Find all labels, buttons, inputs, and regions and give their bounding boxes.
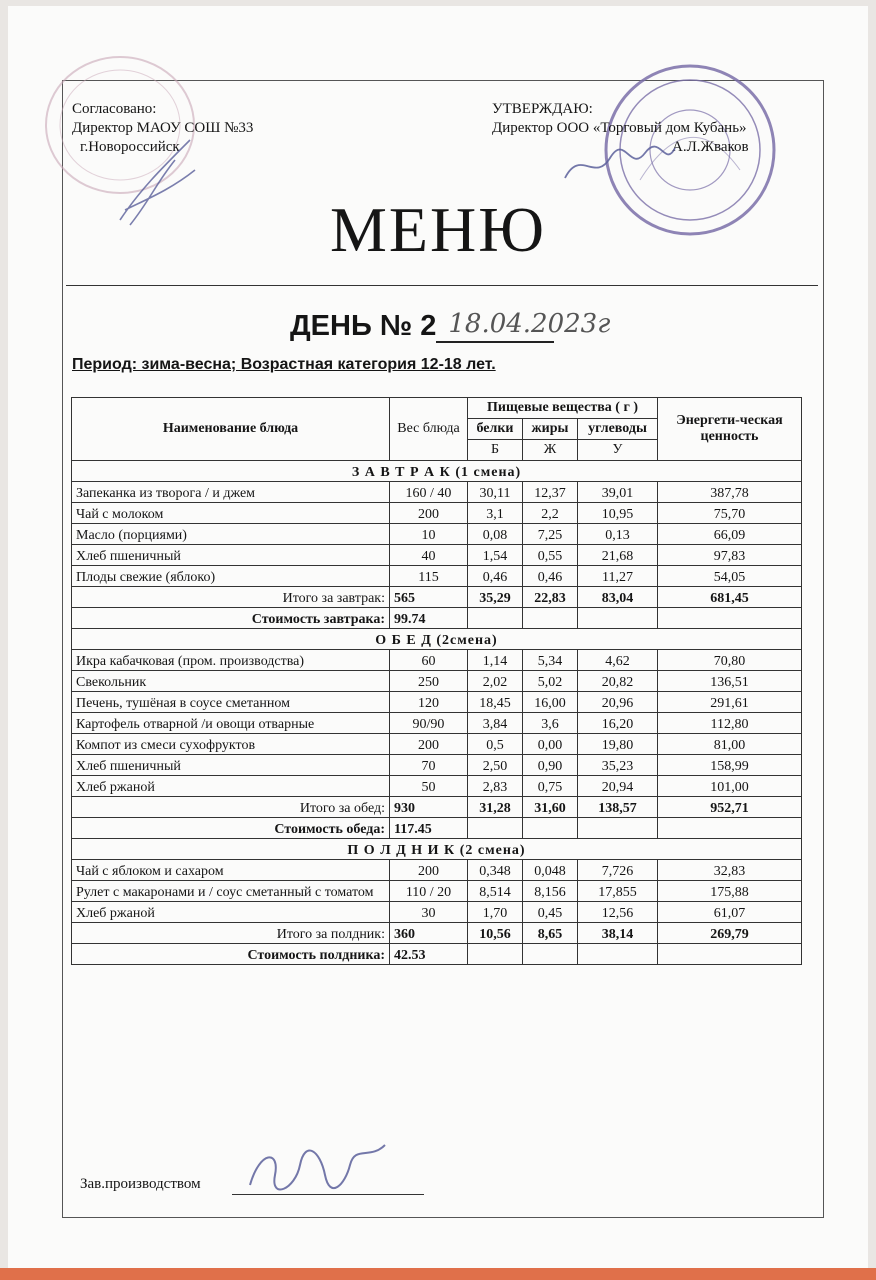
table-row (72, 650, 802, 671)
day-date-line (436, 309, 611, 343)
dish-weight: 10 (390, 524, 468, 545)
empty-cell (468, 818, 523, 839)
table-row (72, 755, 802, 776)
dish-weight: 120 (390, 692, 468, 713)
table-row (72, 671, 802, 692)
empty-cell (468, 944, 523, 965)
dish-fat: 0,90 (523, 755, 578, 776)
dish-weight: 200 (390, 860, 468, 881)
confirm-name: А.Л.Жваков (672, 139, 749, 155)
dish-carbs: 17,855 (578, 881, 658, 902)
dish-protein: 2,50 (468, 755, 523, 776)
empty-cell (468, 608, 523, 629)
dish-carbs: 16,20 (578, 713, 658, 734)
signature-right (560, 138, 680, 188)
dish-protein: 18,45 (468, 692, 523, 713)
dish-weight: 200 (390, 503, 468, 524)
dish-protein: 2,83 (468, 776, 523, 797)
scan-edge (0, 1268, 876, 1280)
dish-protein: 1,14 (468, 650, 523, 671)
dish-name: Картофель отварной /и овощи отварные (72, 713, 390, 734)
table-row (72, 776, 802, 797)
dish-carbs: 20,82 (578, 671, 658, 692)
table-row (72, 860, 802, 881)
header-u: У (578, 440, 658, 461)
header-fat: жиры (523, 419, 578, 440)
dish-weight: 70 (390, 755, 468, 776)
dish-name: Свекольник (72, 671, 390, 692)
section-row-breakfast (72, 461, 802, 482)
dish-protein: 3,1 (468, 503, 523, 524)
dish-protein: 1,54 (468, 545, 523, 566)
dish-energy: 387,78 (658, 482, 802, 503)
page-title: МЕНЮ (330, 194, 546, 265)
total-weight: 565 (390, 587, 468, 608)
dish-energy: 158,99 (658, 755, 802, 776)
dish-carbs: 39,01 (578, 482, 658, 503)
dish-carbs: 20,96 (578, 692, 658, 713)
dish-fat: 2,2 (523, 503, 578, 524)
table-row (72, 482, 802, 503)
dish-name: Хлеб пшеничный (72, 545, 390, 566)
empty-cell (523, 608, 578, 629)
dish-energy: 291,61 (658, 692, 802, 713)
dish-carbs: 10,95 (578, 503, 658, 524)
cost-label: Стоимость полдника: (72, 944, 390, 965)
section-row-lunch (72, 629, 802, 650)
total-carbs: 38,14 (578, 923, 658, 944)
dish-fat: 0,55 (523, 545, 578, 566)
dish-weight: 200 (390, 734, 468, 755)
total-label: Итого за завтрак: (72, 587, 390, 608)
dish-energy: 75,70 (658, 503, 802, 524)
empty-cell (578, 944, 658, 965)
period-line: Период: зима-весна; Возрастная категория 12-18 лет. (72, 356, 496, 373)
dish-weight: 115 (390, 566, 468, 587)
header-z: Ж (523, 440, 578, 461)
dish-energy: 175,88 (658, 881, 802, 902)
dish-energy: 61,07 (658, 902, 802, 923)
day-heading (290, 309, 611, 343)
table-row (72, 503, 802, 524)
dish-protein: 0,46 (468, 566, 523, 587)
dish-fat: 5,34 (523, 650, 578, 671)
header-energy: Энергети-ческая ценность (658, 398, 802, 461)
empty-cell (658, 608, 802, 629)
footer-signature (240, 1130, 390, 1200)
cost-label: Стоимость завтрака: (72, 608, 390, 629)
cost-row-snack (72, 944, 802, 965)
table-row (72, 524, 802, 545)
dish-name: Икра кабачковая (пром. производства) (72, 650, 390, 671)
dish-carbs: 35,23 (578, 755, 658, 776)
table-row (72, 881, 802, 902)
header-b: Б (468, 440, 523, 461)
dish-protein: 8,514 (468, 881, 523, 902)
dish-fat: 8,156 (523, 881, 578, 902)
dish-weight: 30 (390, 902, 468, 923)
total-row-lunch (72, 797, 802, 818)
dish-protein: 2,02 (468, 671, 523, 692)
menu-table (71, 397, 802, 965)
dish-protein: 0,5 (468, 734, 523, 755)
dish-name: Чай с яблоком и сахаром (72, 860, 390, 881)
total-carbs: 83,04 (578, 587, 658, 608)
dish-carbs: 12,56 (578, 902, 658, 923)
confirm-label: УТВЕРЖДАЮ: (492, 101, 593, 117)
dish-energy: 81,00 (658, 734, 802, 755)
header-name: Наименование блюда (72, 398, 390, 461)
dish-name: Масло (порциями) (72, 524, 390, 545)
total-protein: 10,56 (468, 923, 523, 944)
dish-weight: 40 (390, 545, 468, 566)
table-row (72, 902, 802, 923)
dish-carbs: 4,62 (578, 650, 658, 671)
dish-carbs: 11,27 (578, 566, 658, 587)
dish-fat: 0,00 (523, 734, 578, 755)
header-carbs: углеводы (578, 419, 658, 440)
dish-energy: 70,80 (658, 650, 802, 671)
day-date: 18.04.2023г (448, 309, 611, 339)
dish-name: Хлеб пшеничный (72, 755, 390, 776)
approved-city: г.Новороссийск (80, 139, 180, 155)
approved-label: Согласовано: (72, 101, 157, 117)
dish-carbs: 20,94 (578, 776, 658, 797)
dish-carbs: 7,726 (578, 860, 658, 881)
total-fat: 8,65 (523, 923, 578, 944)
approved-by: Директор МАОУ СОШ №33 (72, 120, 254, 136)
table-row (72, 713, 802, 734)
dish-protein: 30,11 (468, 482, 523, 503)
section-title: О Б Е Д (2смена) (72, 629, 802, 650)
dish-fat: 3,6 (523, 713, 578, 734)
confirm-by: Директор ООО «Торговый дом Кубань» (492, 120, 747, 136)
total-energy: 952,71 (658, 797, 802, 818)
dish-weight: 250 (390, 671, 468, 692)
empty-cell (578, 608, 658, 629)
dish-fat: 0,75 (523, 776, 578, 797)
dish-protein: 1,70 (468, 902, 523, 923)
total-energy: 681,45 (658, 587, 802, 608)
dish-fat: 16,00 (523, 692, 578, 713)
dish-fat: 0,45 (523, 902, 578, 923)
dish-name: Запеканка из творога / и джем (72, 482, 390, 503)
dish-name: Чай с молоком (72, 503, 390, 524)
dish-name: Плоды свежие (яблоко) (72, 566, 390, 587)
cost-row-breakfast (72, 608, 802, 629)
total-protein: 35,29 (468, 587, 523, 608)
day-label: ДЕНЬ № 2 (290, 310, 437, 342)
dish-name: Компот из смеси сухофруктов (72, 734, 390, 755)
section-title: П О Л Д Н И К (2 смена) (72, 839, 802, 860)
dish-fat: 0,048 (523, 860, 578, 881)
dish-fat: 7,25 (523, 524, 578, 545)
dish-name: Рулет с макаронами и / соус сметанный с томатом (72, 881, 390, 902)
empty-cell (523, 818, 578, 839)
footer-label: Зав.производством (80, 1176, 201, 1192)
total-label: Итого за полдник: (72, 923, 390, 944)
total-fat: 22,83 (523, 587, 578, 608)
total-carbs: 138,57 (578, 797, 658, 818)
dish-protein: 0,348 (468, 860, 523, 881)
dish-name: Хлеб ржаной (72, 776, 390, 797)
table-row (72, 566, 802, 587)
cost-value: 99.74 (390, 608, 468, 629)
total-protein: 31,28 (468, 797, 523, 818)
dish-weight: 110 / 20 (390, 881, 468, 902)
empty-cell (658, 944, 802, 965)
empty-cell (523, 944, 578, 965)
dish-energy: 136,51 (658, 671, 802, 692)
header-weight: Вес блюда (390, 398, 468, 461)
cost-value: 117.45 (390, 818, 468, 839)
header-protein: белки (468, 419, 523, 440)
dish-fat: 5,02 (523, 671, 578, 692)
dish-fat: 12,37 (523, 482, 578, 503)
total-label: Итого за обед: (72, 797, 390, 818)
total-fat: 31,60 (523, 797, 578, 818)
table-row (72, 734, 802, 755)
section-title: З А В Т Р А К (1 смена) (72, 461, 802, 482)
dish-carbs: 19,80 (578, 734, 658, 755)
total-weight: 360 (390, 923, 468, 944)
dish-weight: 90/90 (390, 713, 468, 734)
cost-value: 42.53 (390, 944, 468, 965)
total-row-breakfast (72, 587, 802, 608)
dish-weight: 160 / 40 (390, 482, 468, 503)
header-nutrients: Пищевые вещества ( г ) (468, 398, 658, 419)
dish-weight: 50 (390, 776, 468, 797)
cost-row-lunch (72, 818, 802, 839)
dish-energy: 97,83 (658, 545, 802, 566)
dish-energy: 32,83 (658, 860, 802, 881)
dish-energy: 101,00 (658, 776, 802, 797)
section-row-snack (72, 839, 802, 860)
dish-name: Печень, тушёная в соусе сметанном (72, 692, 390, 713)
cost-label: Стоимость обеда: (72, 818, 390, 839)
dish-energy: 112,80 (658, 713, 802, 734)
table-row (72, 545, 802, 566)
dish-carbs: 0,13 (578, 524, 658, 545)
dish-name: Хлеб ржаной (72, 902, 390, 923)
table-row (72, 692, 802, 713)
total-row-snack (72, 923, 802, 944)
dish-weight: 60 (390, 650, 468, 671)
dish-energy: 54,05 (658, 566, 802, 587)
total-weight: 930 (390, 797, 468, 818)
empty-cell (658, 818, 802, 839)
dish-energy: 66,09 (658, 524, 802, 545)
title-divider (66, 285, 818, 286)
dish-protein: 3,84 (468, 713, 523, 734)
dish-protein: 0,08 (468, 524, 523, 545)
dish-fat: 0,46 (523, 566, 578, 587)
total-energy: 269,79 (658, 923, 802, 944)
empty-cell (578, 818, 658, 839)
dish-carbs: 21,68 (578, 545, 658, 566)
